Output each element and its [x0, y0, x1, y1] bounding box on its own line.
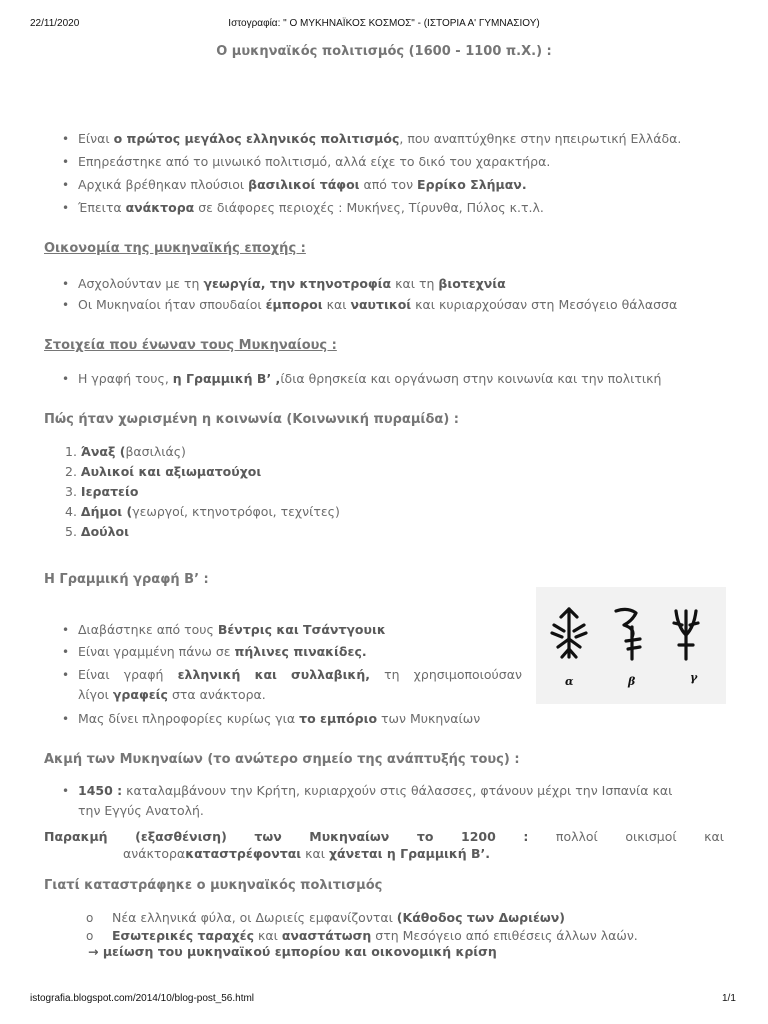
linear-b-sign-b-icon	[616, 609, 640, 659]
bullet-icon: •	[62, 372, 70, 386]
print-url: istografia.blogspot.com/2014/10/blog-post_56.html	[30, 993, 255, 1004]
list-item: 1. Άναξ (βασιλιάς)	[65, 444, 186, 459]
list-item-line-2: λίγοι γραφείς στα ανάκτορα.	[78, 687, 266, 702]
bullet-icon: •	[62, 645, 70, 659]
linear-b-sign-g-icon	[674, 611, 698, 659]
page-title: Ο μυκηναϊκός πολιτισμός (1600 - 1100 π.Χ.) :	[216, 44, 552, 59]
bullet-icon: •	[62, 178, 70, 192]
section-heading-linear-b: Η Γραμμική γραφή Β’ :	[44, 572, 209, 587]
decline-line-2: ανάκτορακαταστρέφονται και χάνεται η Γραμμική Β’.	[123, 846, 491, 861]
print-date: 22/11/2020	[30, 18, 80, 29]
section-heading-collapse: Γιατί καταστράφηκε ο μυκηναϊκός πολιτισμός	[44, 878, 383, 893]
list-item: Έπειτα ανάκτορα σε διάφορες περιοχές : Μυκήνες, Τίρυνθα, Πύλος κ.τ.λ.	[78, 200, 544, 215]
bullet-icon: •	[62, 784, 70, 798]
circle-bullet-icon: o	[86, 911, 94, 925]
list-item: Μας δίνει πληροφορίες κυρίως για το εμπόριο των Μυκηναίων	[78, 711, 481, 726]
list-item-line-1: Είναι γραφή ελληνική και συλλαβική, τη χρησιμοποιούσαν	[78, 667, 522, 682]
print-title: Ιστογραφία: " Ο ΜΥΚΗΝΑΪΚΟΣ ΚΟΣΜΟΣ" - (ΙΣΤΟΡΙΑ Α' ΓΥΜΝΑΣΙΟΥ)	[228, 18, 540, 29]
decline-line-1: Παρακμή (εξασθένιση) των Μυκηναίων το 1200 : πολλοί οικισμοί και	[44, 829, 724, 844]
bullet-icon: •	[62, 201, 70, 215]
sign-label-b: β	[628, 675, 636, 688]
bullet-icon: •	[62, 132, 70, 146]
section-heading-economy: Οικονομία της μυκηναϊκής εποχής :	[44, 241, 306, 256]
sign-label-a: α	[565, 675, 574, 688]
list-item: Διαβάστηκε από τους Βέντρις και Τσάντγουικ	[78, 622, 386, 637]
list-item-line-2: την Εγγύς Ανατολή.	[78, 803, 204, 818]
linear-b-sign-a-icon	[552, 609, 586, 657]
section-heading-unity: Στοιχεία που ένωναν τους Μυκηναίους :	[44, 338, 337, 353]
list-item: 4. Δήμοι (γεωργοί, κτηνοτρόφοι, τεχνίτες)	[65, 504, 340, 519]
bullet-icon: •	[62, 712, 70, 726]
list-item: Εσωτερικές ταραχές και αναστάτωση στη Μεσόγειο από επιθέσεις άλλων λαών.	[112, 928, 638, 943]
print-page-number: 1/1	[722, 993, 736, 1004]
list-item: 5. Δούλοι	[65, 524, 129, 539]
bullet-icon: •	[62, 277, 70, 291]
sign-label-g: γ	[690, 671, 698, 684]
bullet-icon: •	[62, 623, 70, 637]
bullet-icon: •	[62, 668, 70, 682]
list-item: 3. Ιερατείο	[65, 484, 139, 499]
section-heading-society: Πώς ήταν χωρισμένη η κοινωνία (Κοινωνική πυραμίδα) :	[44, 412, 459, 427]
list-item: Η γραφή τους, η Γραμμική Β’ ,ίδια θρησκεία και οργάνωση στην κοινωνία και την πολιτική	[78, 371, 662, 386]
list-item-line-1: 1450 : καταλαμβάνουν την Κρήτη, κυριαρχούν στις θάλασσες, φτάνουν μέχρι την Ισπανία και	[78, 783, 673, 798]
bullet-icon: •	[62, 155, 70, 169]
list-item: Είναι ο πρώτος μεγάλος ελληνικός πολιτισμός, που αναπτύχθηκε στην ηπειρωτική Ελλάδα.	[78, 131, 682, 146]
circle-bullet-icon: o	[86, 929, 94, 943]
list-item: Είναι γραμμένη πάνω σε πήλινες πινακίδες.	[78, 644, 367, 659]
list-item: Οι Μυκηναίοι ήταν σπουδαίοι έμποροι και ναυτικοί και κυριαρχούσαν στη Μεσόγειο θάλασσα	[78, 297, 678, 312]
section-heading-peak: Ακμή των Μυκηναίων (το ανώτερο σημείο της ανάπτυξής τους) :	[44, 752, 520, 767]
list-item: Νέα ελληνικά φύλα, οι Δωριείς εμφανίζονται (Κάθοδος των Δωριέων)	[112, 910, 566, 925]
conclusion-text: → μείωση του μυκηναϊκού εμπορίου και οικονομική κρίση	[88, 944, 497, 959]
list-item: 2. Αυλικοί και αξιωματούχοι	[65, 464, 262, 479]
list-item: Ασχολούνταν με τη γεωργία, την κτηνοτροφία και τη βιοτεχνία	[78, 276, 506, 291]
list-item: Επηρεάστηκε από το μινωικό πολιτισμό, αλλά είχε το δικό του χαρακτήρα.	[78, 154, 551, 169]
list-item: Αρχικά βρέθηκαν πλούσιοι βασιλικοί τάφοι από τον Ερρίκο Σλήμαν.	[78, 177, 527, 192]
linear-b-signs-image	[536, 587, 726, 704]
bullet-icon: •	[62, 298, 70, 312]
